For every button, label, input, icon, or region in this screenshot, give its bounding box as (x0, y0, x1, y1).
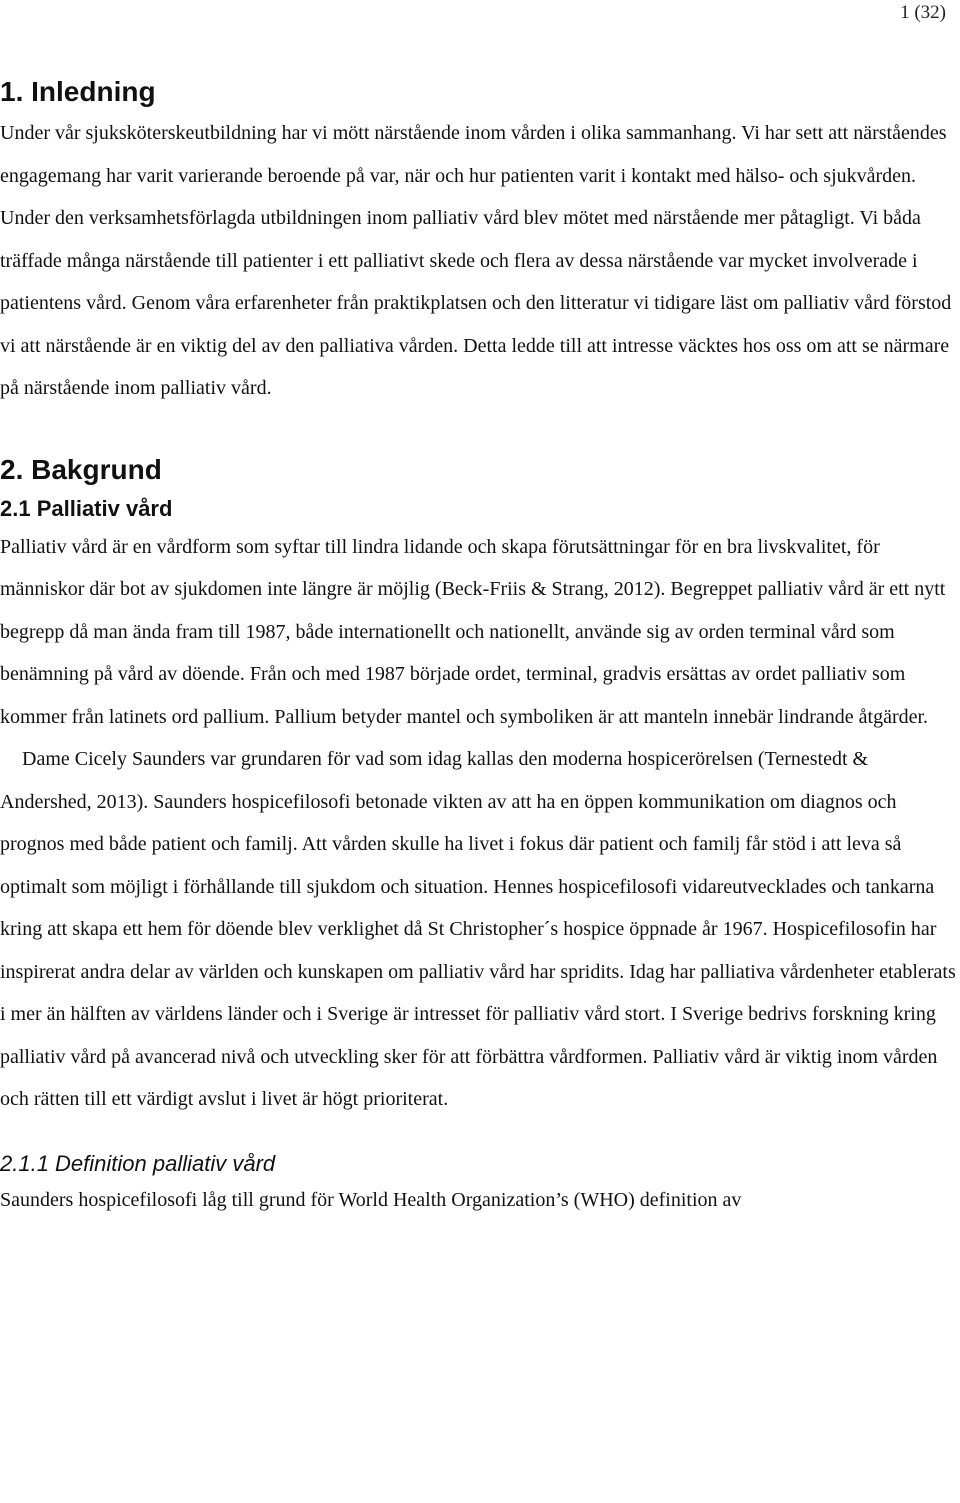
section-heading-bakgrund: 2. Bakgrund (0, 453, 162, 485)
document-body (0, 70, 958, 1221)
subsubsection-heading-definition: 2.1.1 Definition palliativ vård (0, 1150, 276, 1176)
page-number: 1 (32) (900, 2, 946, 23)
section-heading-inledning: 1. Inledning (0, 76, 156, 107)
paragraph-definition: Saunders hospicefilosofi låg till grund för World Health Organization’s (WHO) definition av (0, 1188, 742, 1211)
subsection-heading-palliativ-vard: 2.1 Palliativ vård (0, 495, 173, 521)
paragraph-inledning: Under vår sjuksköterskeutbildning har vi mött närstående inom vården i olika sammanhang. Vi har sett att närståendes engagemang har varit varierande beroende på var, när och hur patienten varit i kontakt med hälso- och sjukvården. Under den verksamhetsförlagda utbildningen inom palliativ vård blev mötet med närstående mer påtagligt. Vi båda träffade många närstående till patienter i ett palliativt skede och flera av dessa närstående var mycket involverade i patientens vård. Genom våra erfarenheter från praktikplatsen och den litteratur vi tidigare läst om palliativ vård förstod vi att närstående är en viktig del av den palliativa vården. Detta ledde till att intresse väcktes hos oss om att se närmare på närstående inom palliativ vård. (0, 122, 952, 399)
paragraph-palliativ-vard-1: Palliativ vård är en vårdform som syftar till lindra lidande och skapa förutsättningar för en bra livskvalitet, för människor där bot av sjukdomen inte längre är möjlig (Beck-Friis & Strang, 2012). Begreppet palliativ vård är ett nytt begrepp då man ända fram till 1987, både internationellt och nationellt, använde sig av orden terminal vård som benämning på vård av döende. Från och med 1987 började ordet, terminal, gradvis ersättas av ordet palliativ som kommer från latinets ord pallium. Pallium betyder mantel och symboliken är att manteln innebär lindrande åtgärder. (0, 535, 946, 728)
paragraph-palliativ-vard-2: Dame Cicely Saunders var grundaren för vad som idag kallas den moderna hospicerörelsen (Ternestedt & Andershed, 2013). Saunders hospicefilosofi betonade vikten av att ha en öppen kommunikation om diagnos och prognos med både patient och familj. Att vården skulle ha livet i fokus där patient och familj får stöd i att leva så optimalt som möjligt i förhållande till sjukdom och situation. Hennes hospicefilosofi vidareutvecklades och tankarna kring att skapa ett hem för döende blev verklighet då St Christopher´s hospice öppnade år 1967. Hospicefilosofin har inspirerat andra delar av världen och kunskapen om palliativ vård har spridits. Idag har palliativa vårdenheter etablerats i mer än hälften av världens länder och i Sverige är intresset för palliativ vård stort. I Sverige bedrivs forskning kring palliativ vård på avancerad nivå och utveckling sker för att förbättra vårdformen. Palliativ vård är viktig inom vården och rätten till ett värdigt avslut i livet är högt prioriterat. (0, 748, 956, 1110)
